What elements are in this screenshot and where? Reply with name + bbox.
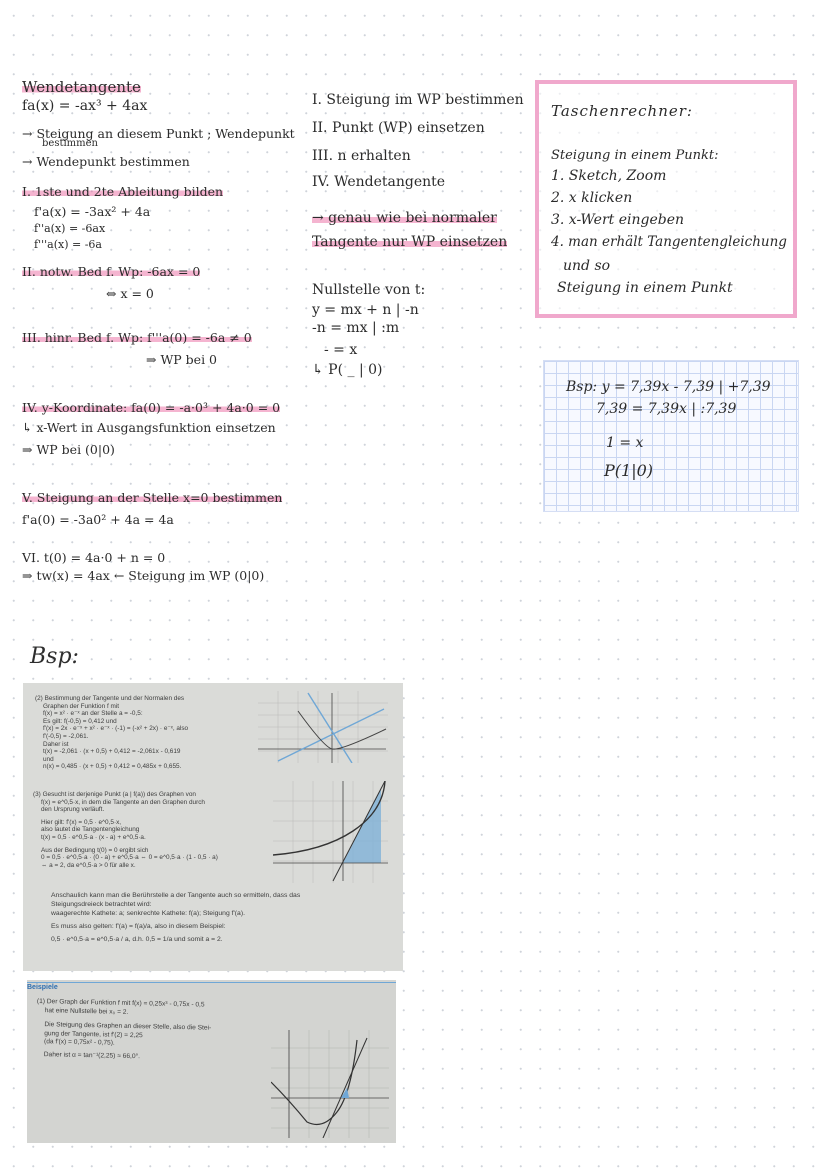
step4-line-3: ⇒ WP bei (0|0)	[22, 442, 115, 457]
calculator-step-6: Steigung in einem Punkt	[557, 280, 733, 296]
procedure-note-1: → genau wie bei normaler	[312, 210, 497, 226]
step5-heading: V. Steigung an der Stelle x=0 bestimmen	[22, 490, 283, 505]
derivative-3: f'''a(x) = -6a	[34, 238, 102, 251]
root-tangent-graph	[271, 1030, 389, 1138]
example-line-1: Bsp: y = 7,39x - 7,39 | +7,39	[566, 379, 771, 395]
zero-title: Nullstelle von t:	[312, 282, 426, 298]
steigungsdreieck-text: Anschaulich kann man die Berührstelle a der Tangente auch so ermitteln, dass das Steigungsdreieck betrachtet wird: waagerechte Kathete: a; senkrechte Kathete: f(a); Steigung f'(a). Es muss also gelten: f'(a) = f(a)/a, also in diesem Beispiel: 0,5 · e^0,5·a = e^0,5·a / a, d.h. 0,5 = 1/a und somit a = 2.	[51, 892, 301, 943]
procedure-item-4: IV. Wendetangente	[312, 174, 446, 190]
calculator-step-5: und so	[563, 258, 611, 274]
step2-result: ⇔ x = 0	[106, 286, 154, 301]
calculator-box	[535, 80, 797, 318]
calculator-subtitle: Steigung in einem Punkt:	[551, 148, 719, 163]
example-line-4: P(1|0)	[604, 461, 653, 480]
step5-line-2: f'a(0) = -3a0² + 4a = 4a	[22, 512, 174, 527]
example-2-text: (2) Bestimmung der Tangente und der Normalen des Graphen der Funktion f mit f(x) = x² · e⁻ˣ an der Stelle a = -0,5: Es gilt: f(-0,5) = 0,412 und f'(x) = 2x · e⁻ˣ + x² · e⁻ˣ · (-1) = (-x² + 2x) · e⁻ˣ, also f'(-0,5) = -2,061. Daher ist t(x) = -2,061 · (x + 0,5) + 0,412 = -2,061x - 0,619 und n(x) = 0,485 · (x + 0,5) + 0,412 = 0,485x + 0,655.	[35, 695, 189, 771]
procedure-item-2: II. Punkt (WP) einsetzen	[312, 120, 485, 136]
zero-line-3: - = x	[324, 342, 358, 358]
example-line-3: 1 = x	[606, 435, 644, 451]
step4-heading: IV. y-Koordinate: fa(0) = -a·0³ + 4a·0 = 0	[22, 400, 281, 415]
intro-line-2: bestimmen	[42, 138, 98, 149]
derivative-1: f'a(x) = -3ax² + 4a	[34, 204, 151, 219]
header-rule	[27, 982, 396, 983]
example-grid-box	[543, 360, 799, 512]
notes-function: fa(x) = -ax³ + 4ax	[22, 98, 148, 114]
calculator-step-4: 4. man erhält Tangentengleichung	[551, 234, 787, 250]
bsp-label: Bsp:	[30, 644, 79, 669]
intro-line-3: → Wendepunkt bestimmen	[22, 154, 190, 169]
example-1-text: (1) Der Graph der Funktion f mit f(x) = 0,25x³ - 0,75x - 0,5 hat eine Nullstelle bei x₀ = 2. Die Steigung des Graphen an dieser Stelle, also die Stei- gung der Tangente, ist f'(2) = 2,25 (da f'(x) = 0,75x² - 0,75). Daher ist α = tan⁻¹(2,25) ≈ 66,0°.	[36, 998, 212, 1061]
calculator-step-2: 2. x klicken	[551, 190, 633, 206]
step4-line-2: ↳ x-Wert in Ausgangsfunktion einsetzen	[22, 420, 276, 435]
procedure-item-1: I. Steigung im WP bestimmen	[312, 92, 524, 108]
zero-line-2: -n = mx | :m	[312, 320, 400, 336]
textbook-photo-2	[27, 980, 396, 1143]
step3-heading: III. hinr. Bed f. Wp: f'''a(0) = -6a ≠ 0	[22, 330, 252, 345]
beispiele-header: Beispiele	[27, 984, 58, 991]
tangent-normal-graph	[258, 691, 388, 763]
intro-line-1: → Steigung an diesem Punkt ; Wendepunkt	[22, 126, 295, 141]
procedure-note-2: Tangente nur WP einsetzen	[312, 234, 508, 250]
zero-line-4: ↳ P( _ | 0)	[312, 362, 383, 378]
calculator-title: Taschenrechner:	[551, 102, 693, 120]
example-3-text: (3) Gesucht ist derjenige Punkt (a | f(a)) des Graphen von f(x) = e^0,5·x, in dem die Tangente an den Graphen durch den Ursprung verläuft. Hier gilt: f'(x) = 0,5 · e^0,5·x, also lautet die Tangentengleichung t(x) = 0,5 · e^0,5·a · (x - a) + e^0,5·a. Aus der Bedingung t(0) = 0 ergibt sich 0 = 0,5 · e^0,5·a · (0 - a) + e^0,5·a ⇔ 0 = e^0,5·a · (1 - 0,5 · a) ⇔ a = 2, da e^0,5·a > 0 für alle x.	[33, 791, 218, 869]
zero-line-1: y = mx + n | -n	[312, 302, 419, 318]
notes-title: Wendetangente	[22, 78, 141, 96]
calculator-step-3: 3. x-Wert eingeben	[551, 212, 685, 228]
step1-heading: I. 1ste und 2te Ableitung bilden	[22, 184, 224, 199]
step3-result: ⇒ WP bei 0	[146, 352, 218, 367]
procedure-item-3: III. n erhalten	[312, 148, 411, 164]
step6-line-1: VI. t(0) = 4a·0 + n = 0	[22, 550, 166, 565]
step2-heading: II. notw. Bed f. Wp: -6ax = 0	[22, 264, 201, 279]
textbook-photo-1	[23, 683, 403, 971]
tangent-origin-graph	[273, 781, 388, 883]
calculator-step-1: 1. Sketch, Zoom	[551, 168, 667, 184]
step6-line-2: ⇒ tw(x) = 4ax ← Steigung im WP (0|0)	[22, 568, 265, 583]
example-line-2: 7,39 = 7,39x | :7,39	[596, 401, 737, 417]
derivative-2: f''a(x) = -6ax	[34, 222, 106, 235]
